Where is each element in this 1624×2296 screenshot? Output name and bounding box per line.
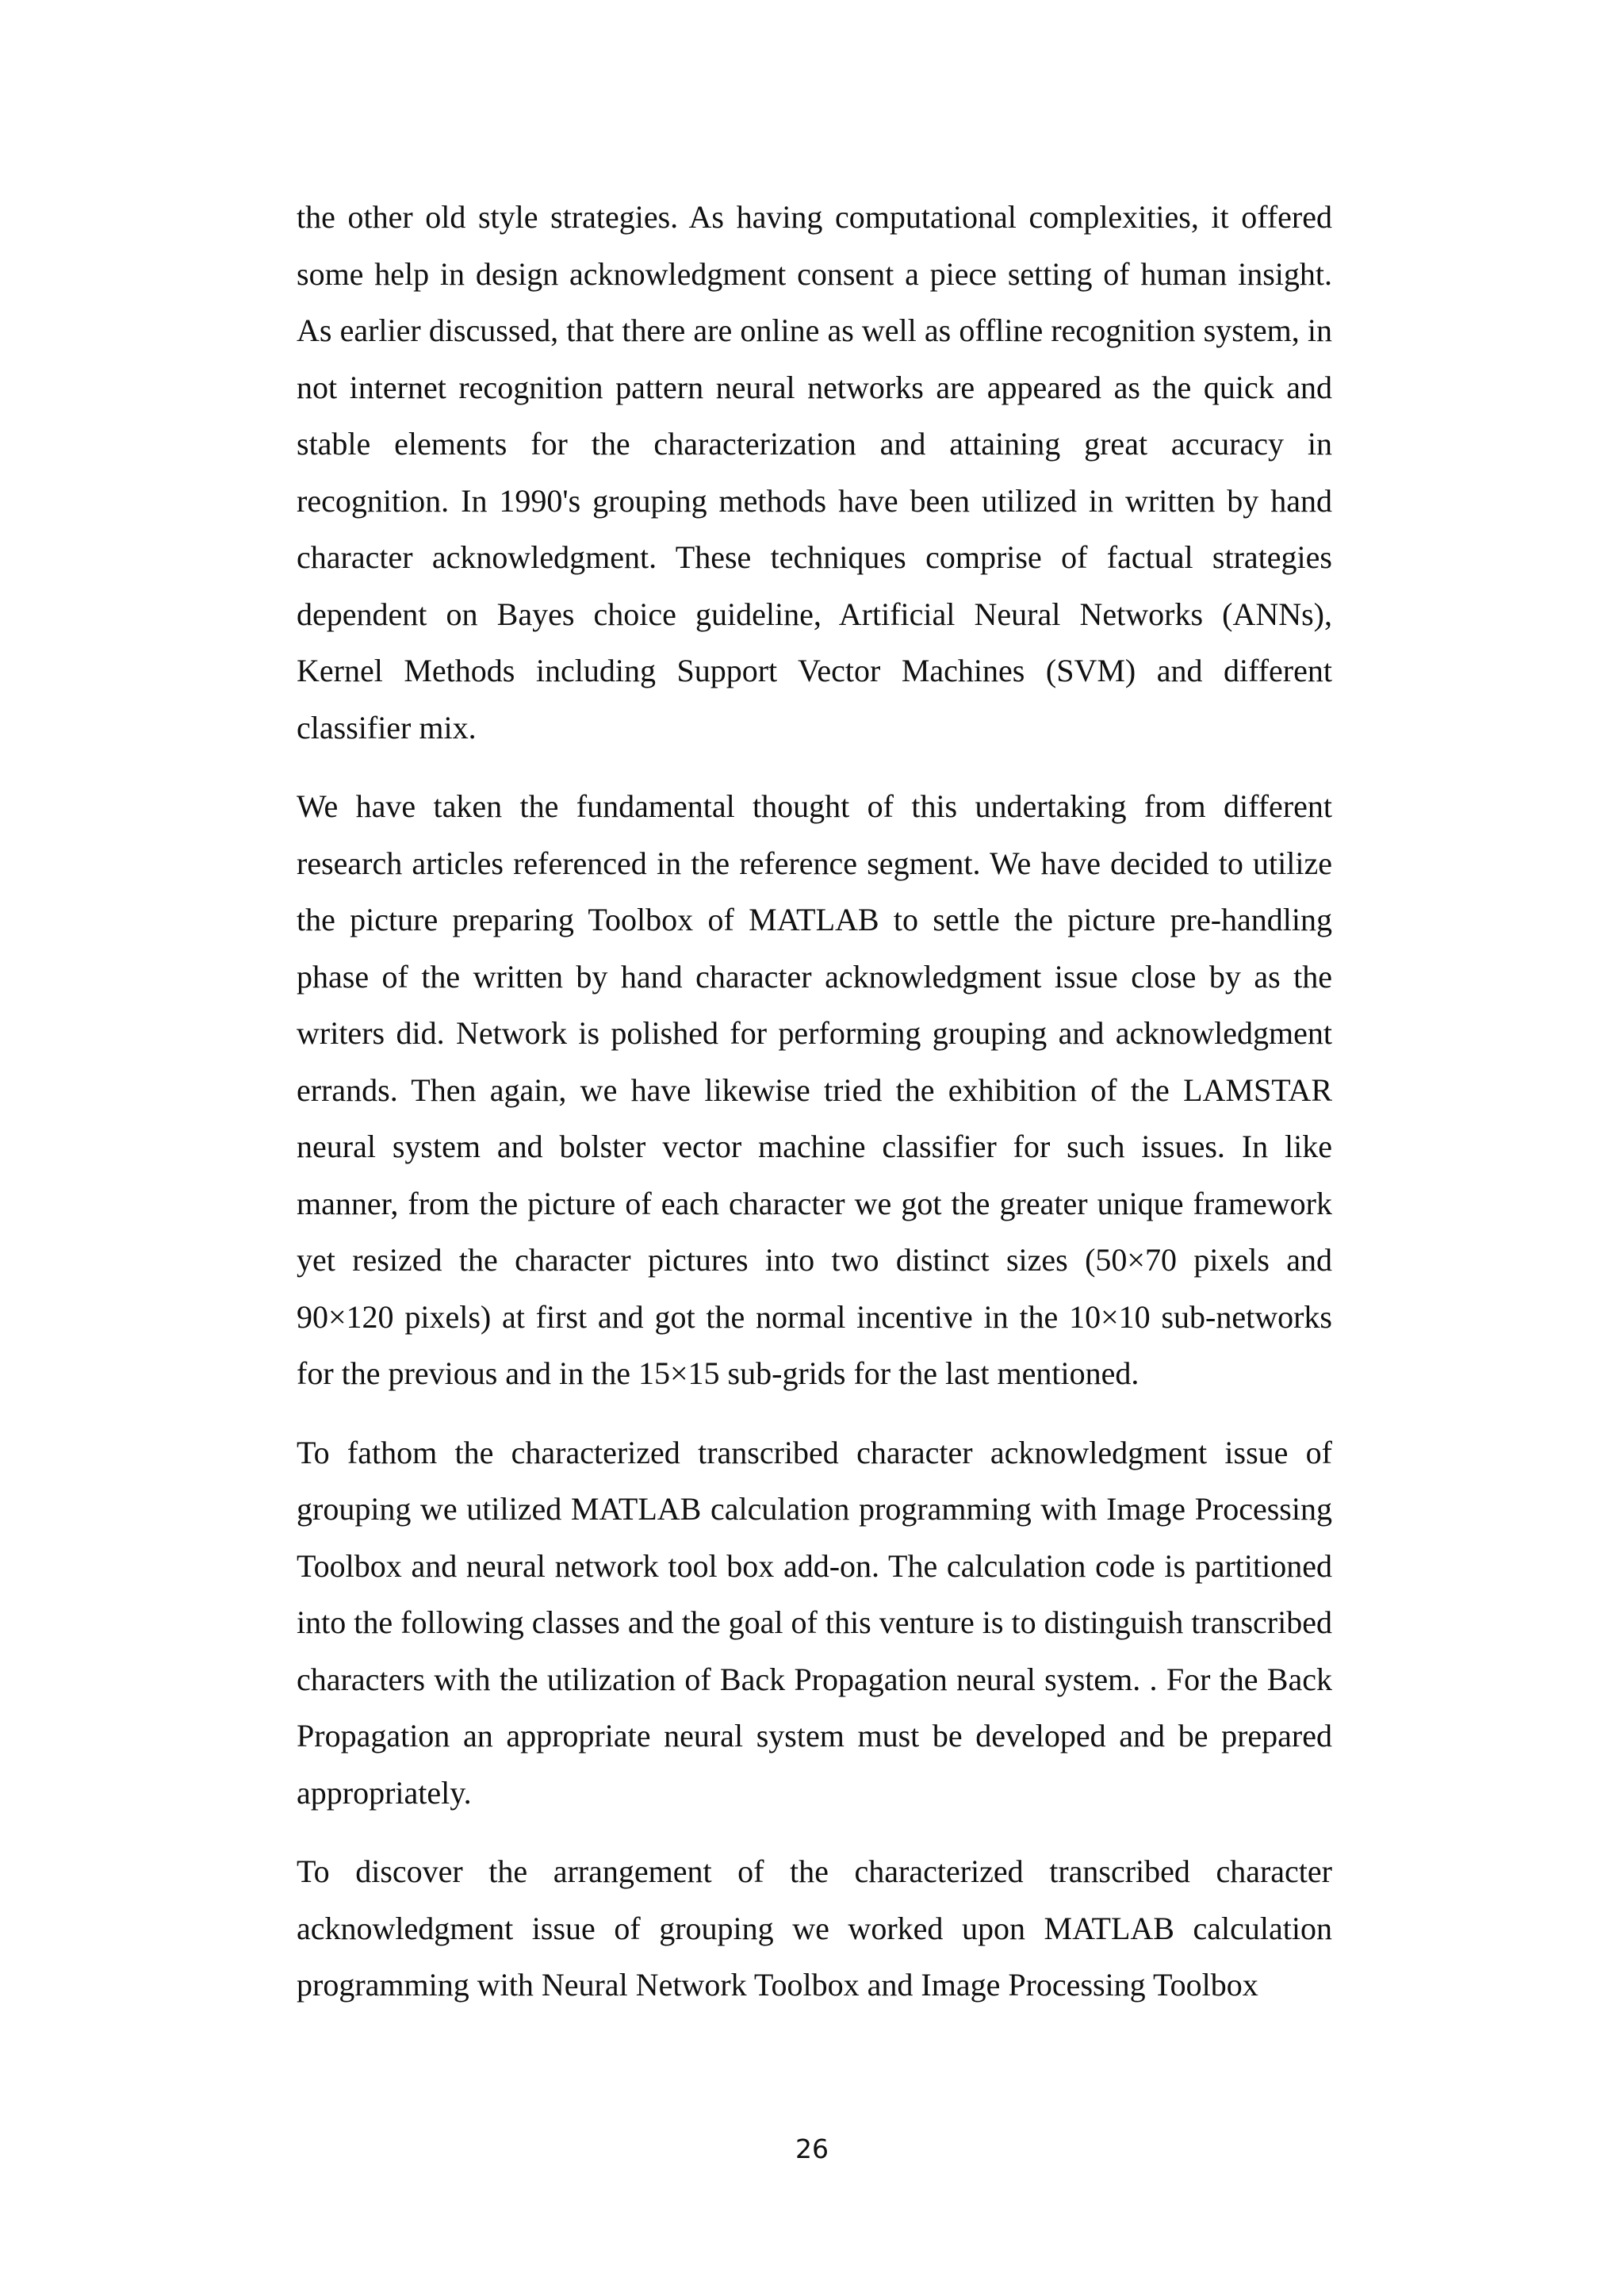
paragraph-3: To fathom the characterized transcribed character acknowledgment issue of grouping we utilized MATLAB calculation programming with Image Processing Toolbox and neural network tool box add-on. The calculation code is partitioned into the following classes and the goal of this venture is to distinguish transcribed characters with the utilization of Back Propagation neural system. . For the Back Propagation an appropriate neural system must be developed and be prepared appropriately. bbox=[297, 1434, 1332, 1811]
body-text bbox=[297, 189, 1332, 2036]
page-number: 26 bbox=[795, 2133, 829, 2164]
paragraph-2: We have taken the fundamental thought of this undertaking from different research articles referenced in the reference segment. We have decided to utilize the picture preparing Toolbox of MATLAB to settle the picture pre-handling phase of the written by hand character acknowledgment issue close by as the writers did. Network is polished for performing grouping and acknowledgment errands. Then again, we have likewise tried the exhibition of the LAMSTAR neural system and bolster vector machine classifier for such issues. In like manner, from the picture of each character we got the greater unique framework yet resized the character pictures into two distinct sizes (50×70 pixels and 90×120 pixels) at first and got the normal incentive in the 10×10 sub-networks for the previous and in the 15×15 sub-grids for the last mentioned. bbox=[297, 788, 1332, 1391]
paragraph-1: the other old style strategies. As having computational complexities, it offered some help in design acknowledgment consent a piece setting of human insight. As earlier discussed, that there are online as well as offline recognition system, in not internet recognition pattern neural networks are appeared as the quick and stable elements for the characterization and attaining great accuracy in recognition. In 1990's grouping methods have been utilized in written by hand character acknowledgment. These techniques comprise of factual strategies dependent on Bayes choice guideline, Artificial Neural Networks (ANNs), Kernel Methods including Support Vector Machines (SVM) and different classifier mix. bbox=[297, 199, 1332, 746]
paragraph-4: To discover the arrangement of the characterized transcribed character acknowledgment issue of grouping we worked upon MATLAB calculation programming with Neural Network Toolbox and Image Processing Toolbox bbox=[297, 1853, 1332, 2003]
